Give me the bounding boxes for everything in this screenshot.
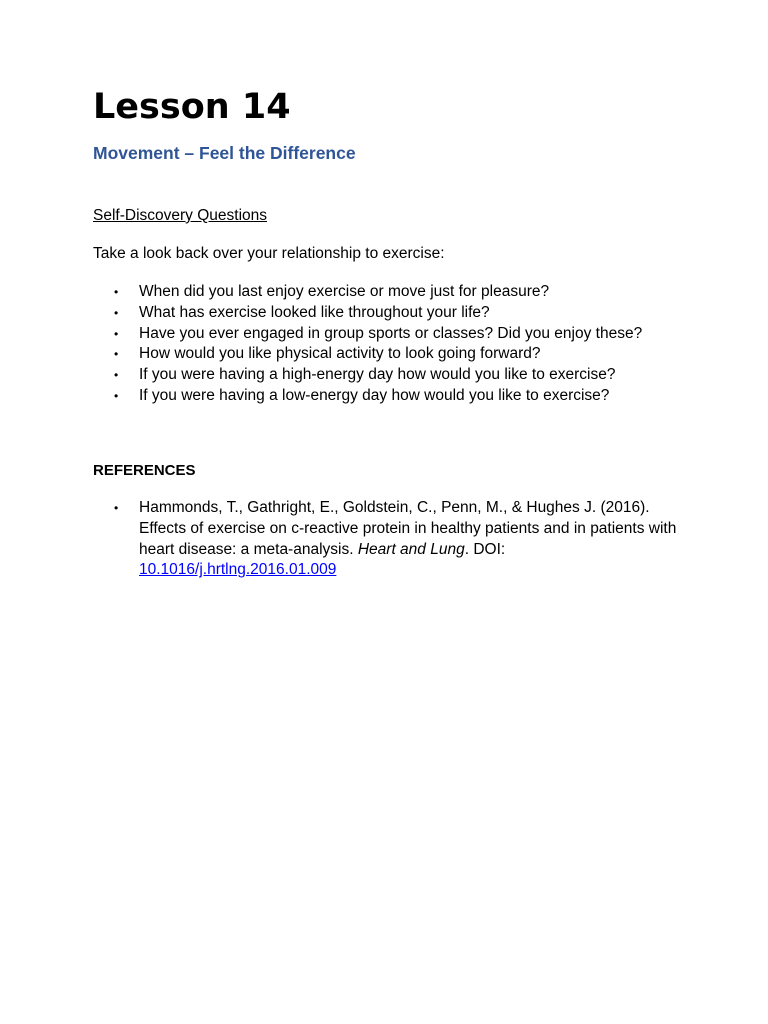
question-item bbox=[93, 303, 642, 324]
reference-citation bbox=[139, 498, 684, 581]
question-text: What has exercise looked like throughout your life? bbox=[139, 303, 490, 321]
reference-authors-title: Hammonds, T., Gathright, E., Goldstein, C., Penn, M., & Hughes J. (2016). Effects of exercise on c-reactive protein in healthy patients and in patients with heart disease: a meta-analysis. bbox=[139, 499, 677, 558]
references-heading: REFERENCES bbox=[93, 462, 196, 479]
reference-item bbox=[93, 498, 693, 581]
question-text: Have you ever engaged in group sports or classes? Did you enjoy these? bbox=[139, 324, 643, 342]
question-item bbox=[93, 365, 642, 386]
question-text: If you were having a high-energy day how would you like to exercise? bbox=[139, 366, 616, 384]
bullet-icon: • bbox=[114, 501, 119, 515]
bullet-icon: • bbox=[114, 305, 119, 320]
reference-doi-label: . DOI: bbox=[464, 540, 506, 558]
bullet-icon: • bbox=[114, 388, 119, 403]
questions-list bbox=[93, 282, 642, 407]
self-discovery-heading: Self-Discovery Questions bbox=[93, 207, 268, 224]
reference-journal: Heart and Lung bbox=[357, 540, 465, 558]
question-item bbox=[93, 386, 642, 407]
page-title: Lesson 14 bbox=[93, 87, 291, 127]
references-list bbox=[93, 498, 693, 581]
page-subtitle: Movement – Feel the Difference bbox=[93, 143, 356, 163]
question-text: How would you like physical activity to look going forward? bbox=[139, 345, 541, 363]
question-text: When did you last enjoy exercise or move just for pleasure? bbox=[139, 283, 550, 300]
bullet-icon: • bbox=[114, 347, 119, 362]
bullet-icon: • bbox=[114, 285, 119, 299]
intro-text: Take a look back over your relationship to exercise: bbox=[93, 245, 445, 262]
doi-link[interactable]: 10.1016/j.hrtlng.2016.01.009 bbox=[139, 561, 337, 579]
question-text: If you were having a low-energy day how would you like to exercise? bbox=[139, 386, 610, 404]
bullet-icon: • bbox=[114, 326, 119, 341]
bullet-icon: • bbox=[114, 368, 119, 383]
question-item bbox=[93, 324, 642, 345]
question-item bbox=[93, 282, 642, 303]
question-item bbox=[93, 344, 642, 365]
